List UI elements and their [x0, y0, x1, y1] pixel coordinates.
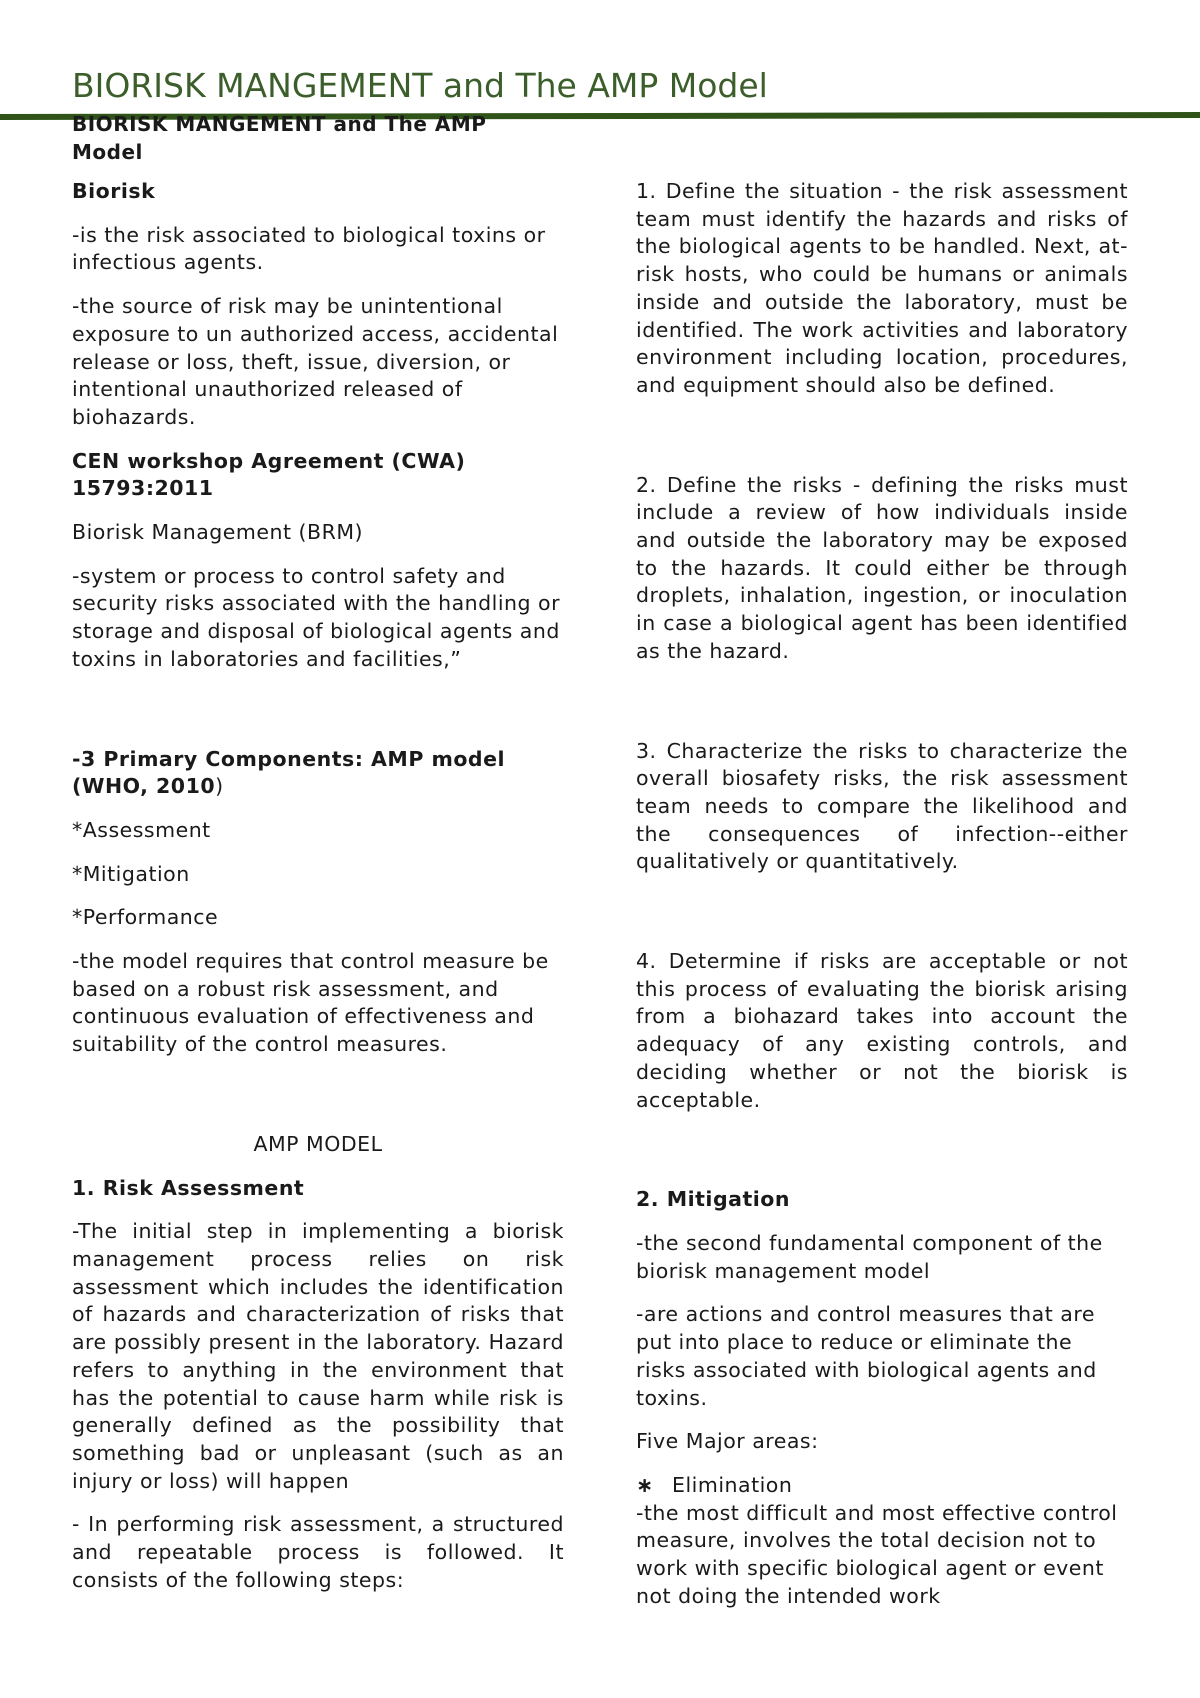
- biorisk-definition: -is the risk associated to biological toxins or infectious agents.: [72, 222, 546, 275]
- components-heading-paren: ): [215, 774, 224, 799]
- step-determine-acceptability: 4. Determine if risks are acceptable or not this process of evaluating the biorisk arising from a biohazard takes into account the adequacy of any existing controls, and deciding whether or not the biorisk is acceptable.: [636, 949, 1128, 1112]
- components-heading-bold: -3 Primary Components: AMP model (WHO, 2010: [72, 746, 506, 799]
- page-header-title: BIORISK MANGEMENT and The AMP Model: [72, 66, 768, 105]
- step-define-situation: 1. Define the situation - the risk assessment team must identify the hazards and risks of the biological agents to be handled. Next, at-risk hosts, who could be humans or animals inside and outside the laboratory, must be identified. The work activities and laboratory environment including location, procedures, and equipment should also be defined.: [636, 179, 1128, 397]
- left-column: [72, 178, 564, 1610]
- mitigation-heading: 2. Mitigation: [636, 1187, 790, 1212]
- step-characterize-risks: 3. Characterize the risks to characterize the overall biosafety risks, the risk assessment team needs to compare the likelihood and the consequences of infection--either qualitatively or quantitatively.: [636, 738, 1128, 874]
- spacer: [636, 892, 1128, 948]
- right-column: [636, 178, 1128, 1610]
- biorisk-source: -the source of risk may be unintentional exposure to un authorized access, accidental release or loss, theft, issue, diversion, or intentional unauthorized released of biohazards.: [72, 294, 559, 429]
- bullet-asterisk-icon: ∗: [636, 1472, 654, 1497]
- amp-model-title: AMP MODEL: [253, 1131, 383, 1156]
- component-assessment: *Assessment: [72, 817, 211, 842]
- risk-assessment-steps-intro: - In performing risk assessment, a structured and repeatable process is followed. It consists of the following steps:: [72, 1512, 564, 1592]
- document-subtitle: BIORISK MANGEMENT and The AMP Model: [72, 112, 487, 164]
- spacer: [72, 1075, 564, 1131]
- brm-definition: -system or process to control safety and security risks associated with the handling or storage and disposal of biological agents and toxins in laboratories and facilities,”: [72, 563, 561, 671]
- spacer: [636, 416, 1128, 472]
- spacer: [636, 1130, 1128, 1186]
- component-mitigation: *Mitigation: [72, 861, 190, 886]
- components-heading: [72, 746, 564, 801]
- brm-label: Biorisk Management (BRM): [72, 520, 364, 545]
- elimination-description: -the most difficult and most effective control measure, involves the total decision not to work with specific biological agent or event not doing the intended work: [636, 1500, 1118, 1608]
- cwa-heading: CEN workshop Agreement (CWA) 15793:2011: [72, 448, 466, 501]
- step-define-risks: 2. Define the risks - defining the risks must include a review of how individuals inside and outside the laboratory may be exposed to the hazards. It could either be through droplets, inhalation, ingestion, or inoculation in case a biological agent has been identified as the hazard.: [636, 472, 1128, 663]
- model-note: -the model requires that control measure be based on a robust risk assessment, and continuous evaluation of effectiveness and suitability of the control measures.: [72, 949, 549, 1057]
- spacer: [636, 682, 1128, 738]
- spacer: [72, 690, 564, 746]
- elimination-item: [636, 1472, 1128, 1500]
- risk-assessment-heading: 1. Risk Assessment: [72, 1175, 305, 1200]
- five-major-areas-label: Five Major areas:: [636, 1429, 819, 1454]
- biorisk-heading: Biorisk: [72, 179, 156, 203]
- mitigation-paragraph-2: -are actions and control measures that are put into place to reduce or eliminate the risks associated with biological agents and toxins.: [636, 1302, 1097, 1410]
- elimination-label: Elimination: [672, 1472, 793, 1497]
- component-performance: *Performance: [72, 905, 219, 930]
- mitigation-paragraph-1: -the second fundamental component of the biorisk management model: [636, 1230, 1103, 1283]
- risk-assessment-paragraph: -The initial step in implementing a biorisk management process relies on risk assessment which includes the identification of hazards and characterization of risks that are possibly present in the laboratory. Hazard refers to anything in the environment that has the potential to cause harm while risk is generally defined as the possibility that something bad or unpleasant (such as an injury or loss) will happen: [72, 1219, 564, 1493]
